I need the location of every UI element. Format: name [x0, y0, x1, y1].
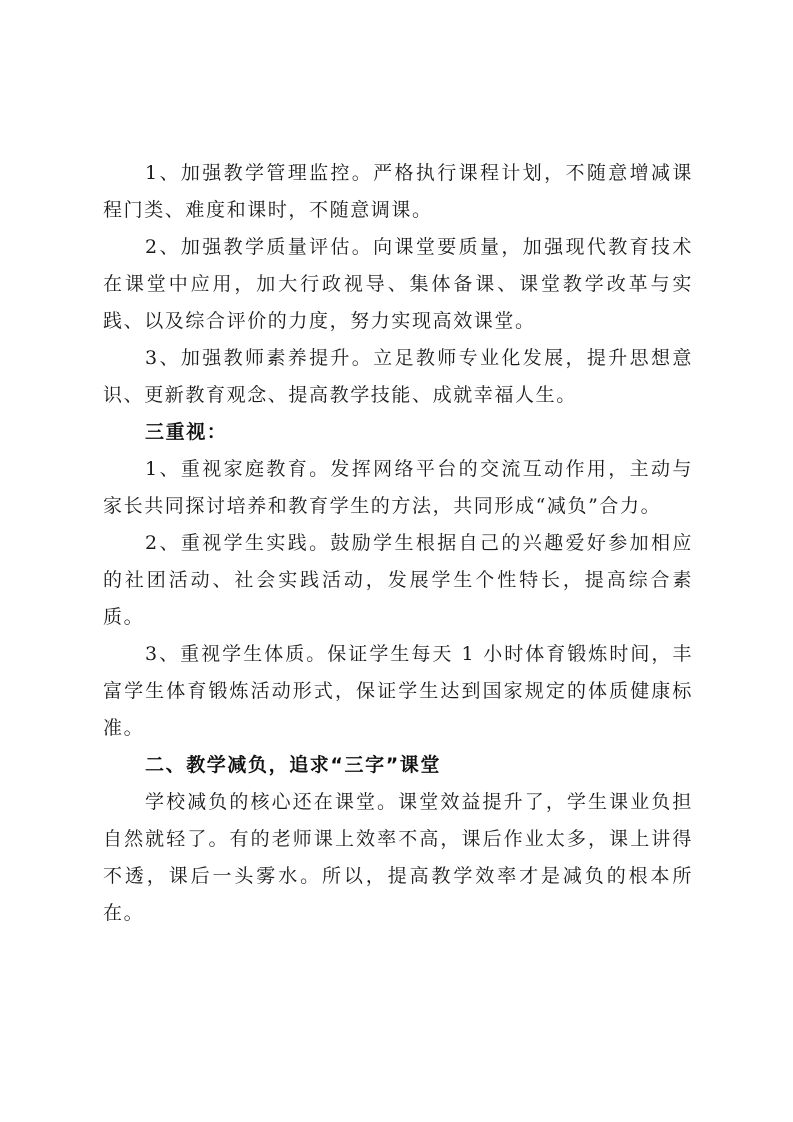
paragraph-teaching-management: 1、加强教学管理监控。严格执行课程计划，不随意增减课程门类、难度和课时，不随意调课。 — [103, 162, 693, 221]
paragraph-family-education: 1、重视家庭教育。发挥网络平台的交流互动作用，主动与家长共同探讨培养和教育学生的方法，共同形成“减负”合力。 — [103, 458, 693, 517]
paragraph-quality-evaluation: 2、加强教学质量评估。向课堂要质量，加强现代教育技术在课堂中应用，加大行政视导、集体备课、课堂教学改革与实践、以及综合评价的力度，努力实现高效课堂。 — [103, 236, 693, 332]
paragraph-classroom-core: 学校减负的核心还在课堂。课堂效益提升了，学生课业负担自然就轻了。有的老师课上效率不高，课后作业太多，课上讲得不透，课后一头雾水。所以，提高教学效率才是减负的根本所在。 — [103, 791, 693, 924]
paragraph-student-practice: 2、重视学生实践。鼓励学生根据自己的兴趣爱好参加相应的社团活动、社会实践活动，发展学生个性特长，提高综合素质。 — [103, 532, 693, 628]
section-heading-three-emphases: 三重视： — [145, 421, 228, 443]
paragraph-teacher-literacy: 3、加强教师素养提升。立足教师专业化发展，提升思想意识、更新教育观念、提高教学技能、成就幸福人生。 — [103, 347, 693, 406]
paragraph-student-physique: 3、重视学生体质。保证学生每天 1 小时体育锻炼时间，丰富学生体育锻炼活动形式，保证学生达到国家规定的体质健康标准。 — [103, 643, 693, 739]
section-heading-teaching-burden: 二、教学减负，追求“三字”课堂 — [145, 754, 441, 776]
document-body — [103, 155, 693, 932]
